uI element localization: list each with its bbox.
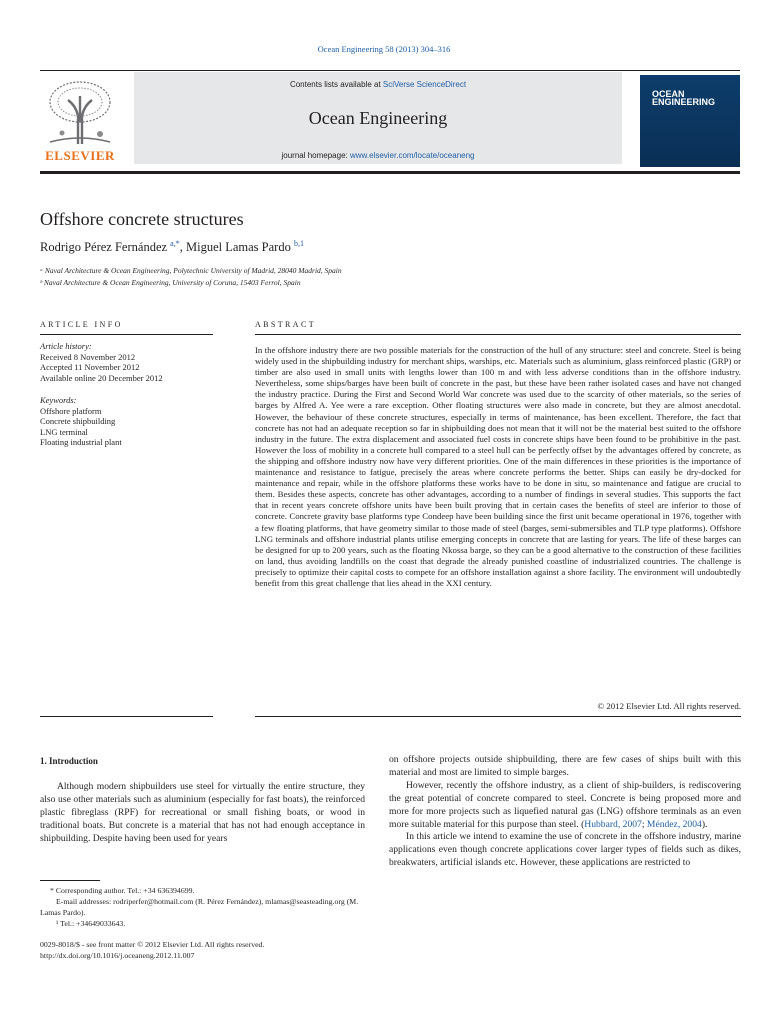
abstract-heading: ABSTRACT	[255, 320, 316, 329]
footnote-corresponding: * Corresponding author. Tel.: +34 636394699.	[50, 886, 195, 895]
paragraph: Although modern shipbuilders use steel for virtually the entire structure, they also use other materials such as aluminium (especially for fast boats), the reinforced plastic fibreglass (RPF) for recreational or small fishing boats, or wood in traditional boats. But concrete is a material that has not had enough acceptance in shipbuilding. Despite having been used for years	[40, 781, 365, 844]
doi-link[interactable]: http://dx.doi.org/10.1016/j.oceaneng.2012.11.007	[40, 951, 195, 961]
homepage-line	[134, 151, 622, 160]
header-rule-top	[40, 70, 740, 71]
reference-link[interactable]: Hubbard, 2007	[584, 818, 642, 830]
contents-prefix: Contents lists available at	[289, 80, 383, 89]
keyword-item: Floating industrial plant	[40, 437, 122, 448]
keywords	[40, 395, 215, 448]
divider	[40, 334, 213, 335]
author-line	[40, 239, 304, 255]
footnote-rule	[40, 880, 100, 881]
homepage-prefix: journal homepage:	[281, 151, 350, 160]
footnote-emails: E-mail addresses: rodriperfer@hotmail.com (R. Pérez Fernández), mlamas@seasteading.org (M. Lamas Pardo).	[40, 897, 359, 917]
article-history	[40, 341, 215, 383]
affiliation-a: ᵃ Naval Architecture & Ocean Engineering, Polytechnic University of Madrid, 28040 Madrid, Spain	[40, 266, 342, 275]
history-item: Received 8 November 2012	[40, 351, 136, 362]
sciencedirect-link[interactable]: SciVerse ScienceDirect	[382, 80, 467, 89]
header-rule-bottom	[40, 171, 740, 174]
author-affiliation-marker[interactable]: b,1	[293, 239, 304, 248]
body-column-right	[389, 754, 741, 870]
reference-link[interactable]: Méndez, 2004	[646, 818, 702, 830]
author-separator: ,	[179, 240, 186, 255]
paragraph-text: ).	[701, 818, 708, 830]
cover-title: OCEAN ENGINEERING	[652, 89, 716, 107]
author-affiliation-marker[interactable]: a,*	[170, 239, 180, 248]
divider	[40, 716, 213, 717]
section-heading: 1. Introduction	[40, 756, 98, 766]
publisher-wordmark: ELSEVIER	[45, 148, 115, 163]
history-label: Article history:	[40, 341, 92, 351]
article-title: Offshore concrete structures	[40, 209, 244, 229]
divider	[255, 334, 741, 335]
keyword-item: Concrete shipbuilding	[40, 416, 116, 427]
author-name: Miguel Lamas Pardo	[185, 240, 291, 255]
paragraph	[389, 780, 741, 832]
journal-name: Ocean Engineering	[308, 108, 448, 128]
paragraph-text: However, recently the offshore industry, as a client of ship-builders, is rediscovering the great potential of concrete compared to steel. Concrete is being proposed more and more for more projects such as liquefied natural gas (LNG) offshore terminals as an even more suitable material for this purpose than steel. (	[389, 779, 741, 830]
paragraph: In this article we intend to examine the use of concrete in the offshore industry, marine applications even though concrete applications cover larger types of fields such as dikes, breakwaters, artificial islands etc. However, these applications are restricted to	[389, 831, 741, 869]
journal-citation[interactable]: Ocean Engineering 58 (2013) 304–316	[317, 44, 451, 54]
abstract-body: In the offshore industry there are two possible materials for the construction of the hull of any structure: steel and concrete. Steel is being widely used in the shipbuilding industry for merchant ships, warships, etc. Materials such as aluminium, glass reinforced plastic (GRP) or timber are also used in small units with lengths lower than 100 m and with less adverse conditions than in the offshore industry. Nevertheless, some ships/barges have been built of concrete in the past, but these have been rather isolated cases and have not changed the industry practice. During the First and Second World War concrete was used due to the scarcity of other materials, so the series of barges by Alfred A. Yee were a rare exception. Other floating structures were also made in concrete, but they are almost anecdotal. However, the behaviour of these concrete structures, especially in terms of maintenance, has been excellent. Therefore, the fact that concrete has not had an adequate reception so far in shipbuilding does not mean that it will not be the material best suited to the offshore industry in the future. The extra displacement and associated fuel costs in concrete ships have been found to be prohibitive in the past. However the loss of mobility in a concrete hull compared to a steel hull can be perfectly offset by the advantages offered by concrete, as the shipping and offshore industry now have very different priorities. One of the main differences in these priorities is the importance of maintenance and resistance to fatigue, precisely the areas where concrete performs the better. Ships can easily be dry-docked for maintenance and repair, while in the offshore platforms these works have to be done in situ, so maintenance and fatigue are crucial to them. Besides these aspects, concrete has other advantages, according to a number of findings in several studies. This supports the fact that in recent years concrete offshore units have been built proving that in certain cases the benefits of steel are inferior to those of concrete. Concrete gravity base platforms type Condeep have been building since the first unit became operational in 1976, together with a few floating platforms, that have geometry similar to those made of steel (barges, semi-submersibles and TLP type platforms). Offshore LNG terminals and offshore industrial plants utilise emerging concepts in concrete that are lasting for years. The life of these barges can be designed for up to 200 years, such as the floating Nkossa barge, so they can be a good alternative to the construction of these facilities on land, thus avoiding landfills on the coast that degrade the already punished coastline of industrialized countries. The challenge is precisely to optimize their capital costs to compete for an offshore installation against a shore facility. The environment will undoubtedly benefit from this great challenge that lies ahead in the XXI century.	[255, 345, 741, 588]
paragraph: on offshore projects outside shipbuilding, there are few cases of ships built with this material and most are limited to simple barges.	[389, 754, 741, 778]
body-column-left	[40, 781, 365, 846]
history-item: Available online 20 December 2012	[40, 372, 163, 383]
issn-line: 0029-8018/$ - see front matter © 2012 Elsevier Ltd. All rights reserved.	[40, 940, 265, 949]
footnote-tel: ¹ Tel.: +34649033643.	[56, 919, 126, 928]
copyright-line: © 2012 Elsevier Ltd. All rights reserved.	[597, 701, 741, 711]
keywords-label: Keywords:	[40, 395, 77, 405]
issn-doi-block	[40, 939, 365, 962]
author-name: Rodrigo Pérez Fernández	[40, 240, 168, 255]
footnotes	[40, 885, 365, 929]
reference-separator: ;	[641, 818, 647, 830]
keyword-item: Offshore platform	[40, 405, 102, 416]
contents-line	[134, 80, 622, 89]
article-info-heading: ARTICLE INFO	[40, 320, 123, 329]
affiliation-b: ᵇ Naval Architecture & Ocean Engineering, University of Coruna, 15403 Ferrol, Spain	[40, 278, 301, 287]
history-item: Accepted 11 November 2012	[40, 362, 140, 373]
keyword-item: LNG terminal	[40, 426, 88, 437]
homepage-link[interactable]: www.elsevier.com/locate/oceaneng	[349, 151, 475, 160]
divider	[255, 716, 741, 717]
